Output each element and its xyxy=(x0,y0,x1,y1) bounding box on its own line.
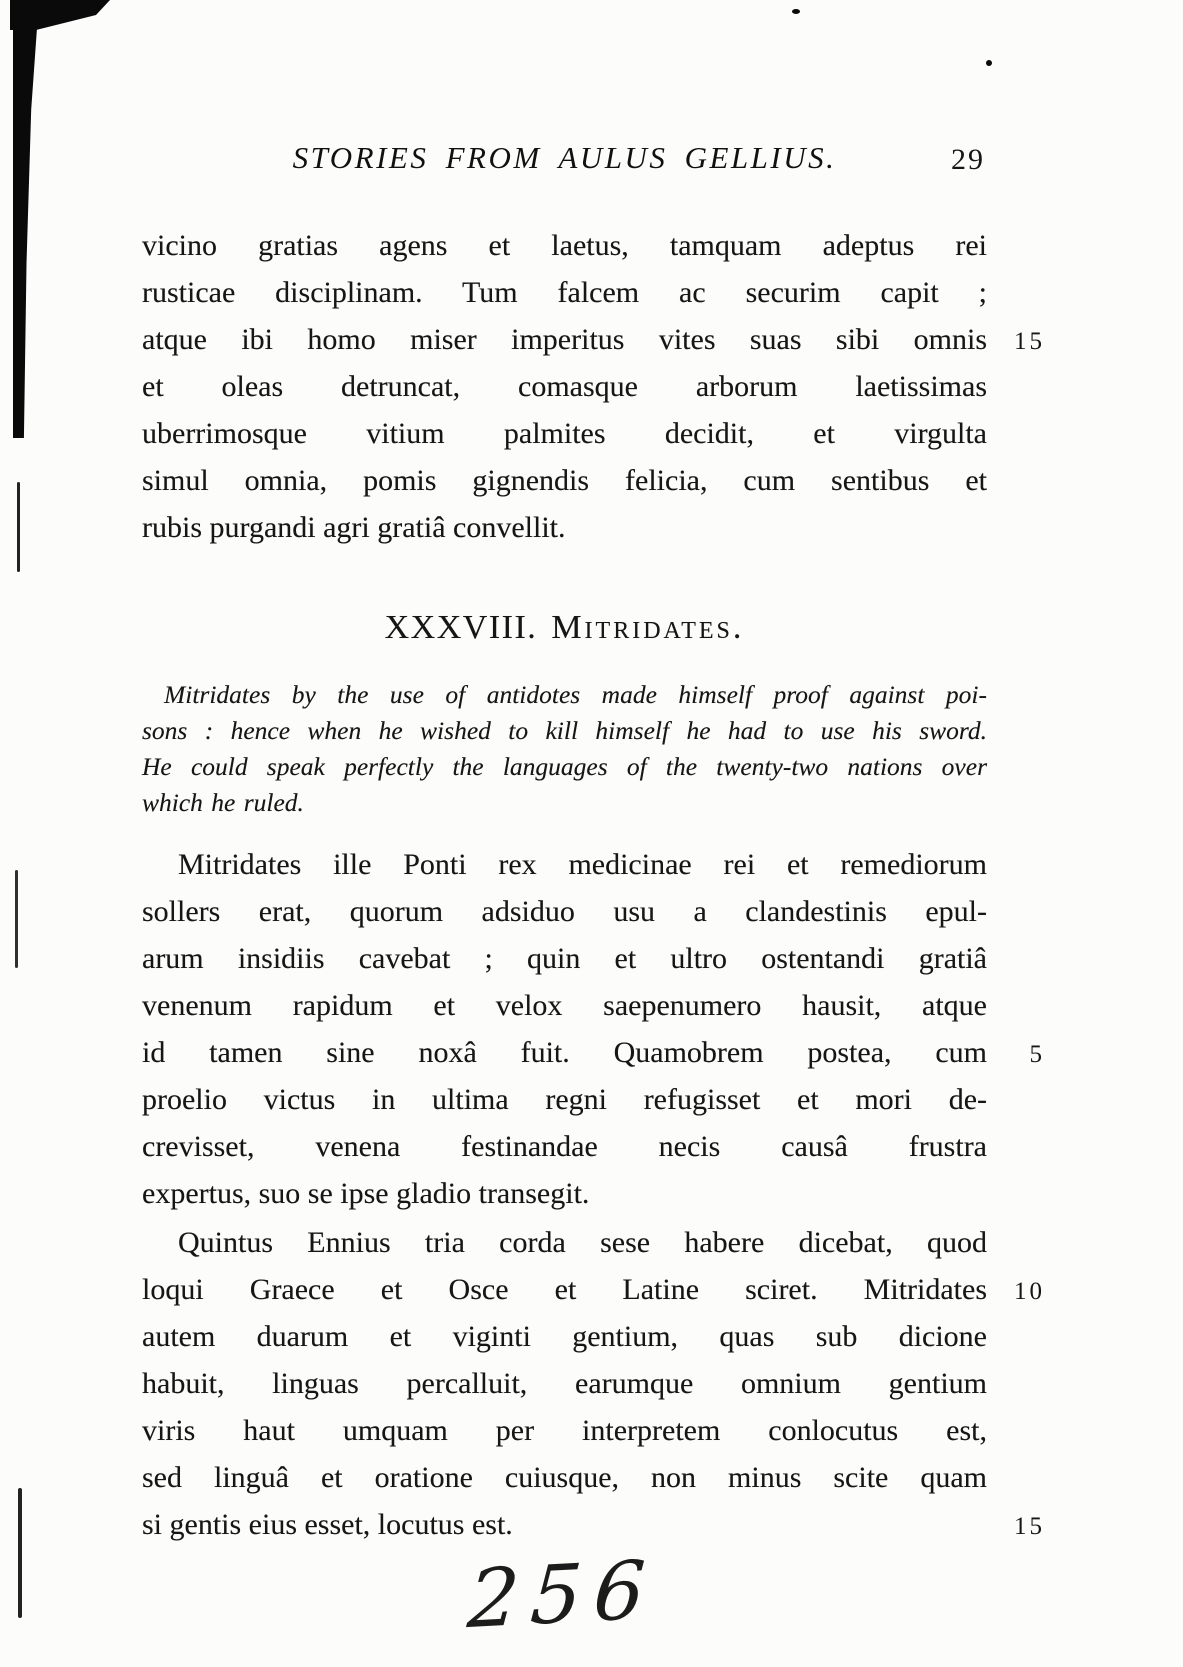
text-line-text: sollers erat, quorum adsiduo usu a clandestinis epul- xyxy=(142,895,987,928)
argument-summary xyxy=(142,677,987,821)
text-line xyxy=(142,1266,1045,1313)
text-line xyxy=(142,363,987,410)
scan-artifact-speck xyxy=(986,60,992,66)
margin-line-number: 5 xyxy=(1029,1041,1045,1068)
text-line-text: et oleas detruncat, comasque arborum laetissimas xyxy=(142,370,987,403)
text-line-text: Mitridates by the use of antidotes made himself proof against poi- xyxy=(164,680,987,709)
paragraph-ennius xyxy=(142,1219,1045,1548)
paragraph-continuation xyxy=(142,222,1045,551)
text-line xyxy=(142,1219,987,1266)
text-line xyxy=(142,1501,1045,1548)
text-line xyxy=(142,316,1045,363)
scan-artifact-binding-bar xyxy=(13,0,39,438)
text-line-text: Quintus Ennius tria corda sese habere dicebat, quod xyxy=(178,1226,987,1259)
text-line-text: Mitridates ille Ponti rex medicinae rei et remediorum xyxy=(178,848,987,881)
text-line xyxy=(142,504,987,551)
text-line xyxy=(142,677,987,713)
text-line xyxy=(142,1123,987,1170)
text-line xyxy=(142,749,987,785)
text-line xyxy=(142,785,987,821)
running-title: STORIES FROM AULUS GELLIUS. xyxy=(292,140,837,175)
text-line-text: sons : hence when he wished to kill himself he had to use his sword. xyxy=(142,716,987,745)
text-line-text: id tamen sine noxâ fuit. Quamobrem postea, cum xyxy=(142,1036,987,1069)
text-line xyxy=(142,1454,987,1501)
text-line xyxy=(142,713,987,749)
text-line xyxy=(142,269,987,316)
text-line xyxy=(142,982,987,1029)
text-line-text: proelio victus in ultima regni refugisset et mori de- xyxy=(142,1083,987,1116)
text-line-text: uberrimosque vitium palmites decidit, et virgulta xyxy=(142,417,987,450)
text-line xyxy=(142,410,987,457)
running-header xyxy=(142,140,987,186)
text-line-text: vicino gratias agens et laetus, tamquam adeptus rei xyxy=(142,229,987,262)
text-line xyxy=(142,1076,987,1123)
text-line xyxy=(142,935,987,982)
text-line xyxy=(142,1170,987,1217)
scan-artifact-hairline xyxy=(17,482,20,572)
margin-line-number: 10 xyxy=(1014,1278,1045,1305)
text-line-text: autem duarum et viginti gentium, quas sub dicione xyxy=(142,1320,987,1353)
text-line-text: rusticae disciplinam. Tum falcem ac securim capit ; xyxy=(142,276,987,309)
text-line-text: habuit, linguas percalluit, earumque omnium gentium xyxy=(142,1367,987,1400)
section-heading xyxy=(142,605,987,651)
scan-artifact-hairline xyxy=(15,870,18,968)
text-line xyxy=(142,457,987,504)
text-line xyxy=(142,888,987,935)
text-line-text: crevisset, venena festinandae necis causâ frustra xyxy=(142,1130,987,1163)
text-line xyxy=(142,841,987,888)
text-line xyxy=(142,1029,1045,1076)
section-number: XXXVIII. xyxy=(384,609,538,646)
text-line-text: venenum rapidum et velox saepenumero hausit, atque xyxy=(142,989,987,1022)
text-line-text: rubis purgandi agri gratiâ convellit. xyxy=(142,511,566,544)
paragraph-mitridates xyxy=(142,841,1045,1217)
text-line-text: sed linguâ et oratione cuiusque, non minus scite quam xyxy=(142,1461,987,1494)
text-line-text: atque ibi homo miser imperitus vites suas sibi omnis xyxy=(142,323,987,356)
text-line-text: loqui Graece et Osce et Latine sciret. Mitridates xyxy=(142,1273,987,1306)
section-title: Mitridates. xyxy=(551,609,745,646)
text-line-text: which he ruled. xyxy=(142,788,304,817)
text-line-text: arum insidiis cavebat ; quin et ultro ostentandi gratiâ xyxy=(142,942,987,975)
text-line-text: expertus, suo se ipse gladio transegit. xyxy=(142,1177,590,1210)
scan-artifact-speck xyxy=(792,9,800,14)
margin-line-number: 15 xyxy=(1014,328,1045,355)
text-line-text: si gentis eius esset, locutus est. xyxy=(142,1508,513,1541)
text-line xyxy=(142,1313,987,1360)
text-line xyxy=(142,222,987,269)
text-line-text: viris haut umquam per interpretem conlocutus est, xyxy=(142,1414,987,1447)
text-line-text: simul omnia, pomis gignendis felicia, cum sentibus et xyxy=(142,464,987,497)
scan-artifact-hairline xyxy=(18,1488,22,1618)
text-line xyxy=(142,1360,987,1407)
text-line xyxy=(142,1407,987,1454)
handwritten-page-number: 256 xyxy=(464,1542,660,1647)
book-page xyxy=(142,140,1045,1548)
page-number: 29 xyxy=(951,143,985,176)
margin-line-number: 15 xyxy=(1014,1513,1045,1540)
text-line-text: He could speak perfectly the languages of the twenty-two nations over xyxy=(142,752,987,781)
